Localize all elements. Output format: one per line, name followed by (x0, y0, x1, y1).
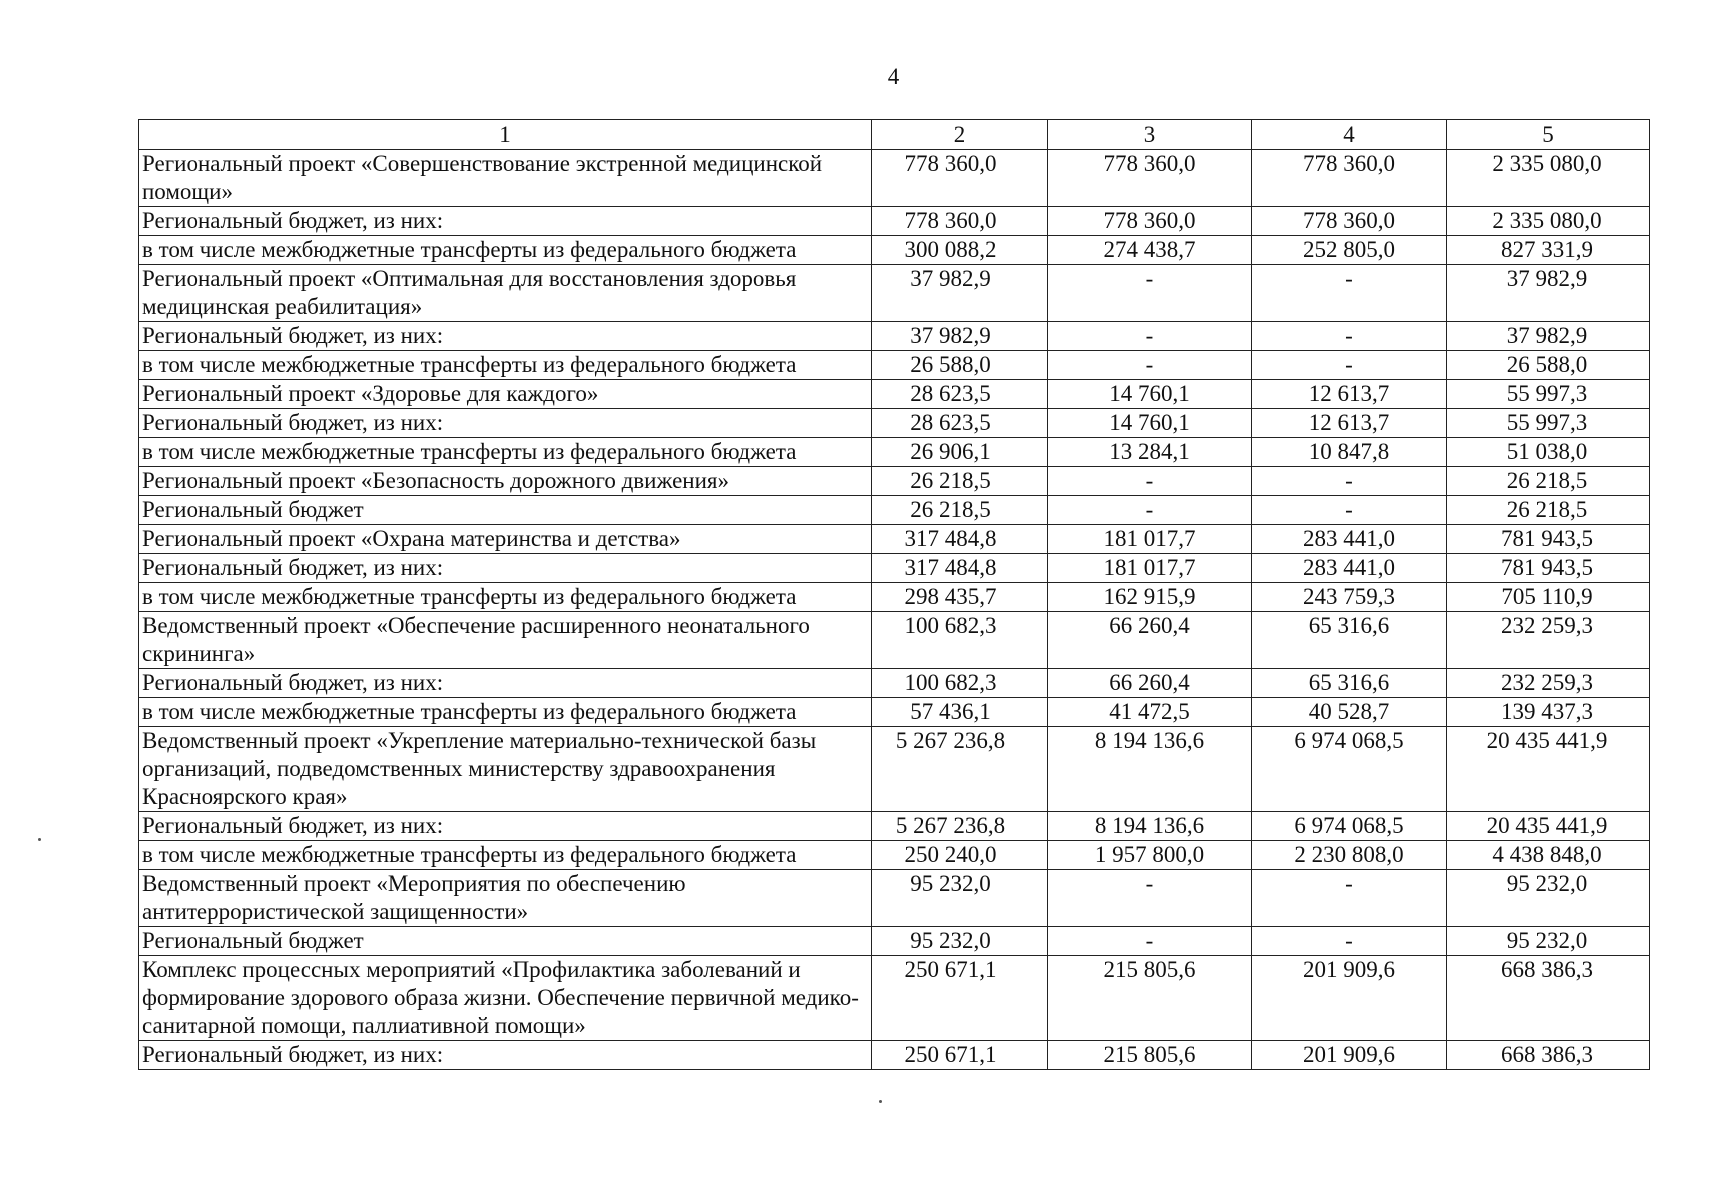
value-cell-col3: - (1048, 322, 1252, 351)
value-cell-col4: 6 974 068,5 (1252, 812, 1447, 841)
row-name-cell: в том числе межбюджетные трансферты из федерального бюджета (139, 841, 872, 870)
header-row (139, 120, 1650, 150)
value-cell-col2: 37 982,9 (872, 322, 1048, 351)
row-name-cell: Региональный бюджет, из них: (139, 322, 872, 351)
value-cell-col2: 250 671,1 (872, 956, 1048, 1041)
value-cell-col3: 1 957 800,0 (1048, 841, 1252, 870)
value-cell-col4: 12 613,7 (1252, 409, 1447, 438)
table-row (139, 409, 1650, 438)
row-name-cell: Ведомственный проект «Мероприятия по обеспечению антитеррористической защищенности» (139, 870, 872, 927)
value-cell-col5: 51 038,0 (1447, 438, 1650, 467)
value-cell-col4: 201 909,6 (1252, 1041, 1447, 1070)
table-row (139, 727, 1650, 812)
value-cell-col5: 2 335 080,0 (1447, 150, 1650, 207)
table-row (139, 207, 1650, 236)
value-cell-col2: 5 267 236,8 (872, 727, 1048, 812)
value-cell-col2: 26 906,1 (872, 438, 1048, 467)
value-cell-col3: 41 472,5 (1048, 698, 1252, 727)
scan-speck (38, 838, 41, 841)
value-cell-col3: 14 760,1 (1048, 380, 1252, 409)
value-cell-col2: 250 671,1 (872, 1041, 1048, 1070)
row-name-cell: Региональный бюджет, из них: (139, 669, 872, 698)
value-cell-col2: 317 484,8 (872, 554, 1048, 583)
value-cell-col3: - (1048, 496, 1252, 525)
table-row (139, 583, 1650, 612)
row-name-cell: Региональный бюджет, из них: (139, 812, 872, 841)
column-header: 1 (139, 120, 872, 150)
row-name-cell: в том числе межбюджетные трансферты из федерального бюджета (139, 698, 872, 727)
value-cell-col2: 95 232,0 (872, 927, 1048, 956)
table-row (139, 150, 1650, 207)
value-cell-col2: 298 435,7 (872, 583, 1048, 612)
value-cell-col4: - (1252, 496, 1447, 525)
value-cell-col3: 66 260,4 (1048, 612, 1252, 669)
row-name-cell: Региональный проект «Охрана материнства и детства» (139, 525, 872, 554)
value-cell-col2: 26 588,0 (872, 351, 1048, 380)
value-cell-col3: - (1048, 351, 1252, 380)
table-row (139, 698, 1650, 727)
value-cell-col3: 778 360,0 (1048, 150, 1252, 207)
value-cell-col5: 26 588,0 (1447, 351, 1650, 380)
value-cell-col5: 2 335 080,0 (1447, 207, 1650, 236)
value-cell-col3: 162 915,9 (1048, 583, 1252, 612)
value-cell-col2: 250 240,0 (872, 841, 1048, 870)
value-cell-col5: 139 437,3 (1447, 698, 1650, 727)
value-cell-col5: 232 259,3 (1447, 612, 1650, 669)
value-cell-col5: 4 438 848,0 (1447, 841, 1650, 870)
value-cell-col5: 55 997,3 (1447, 409, 1650, 438)
table-row (139, 669, 1650, 698)
row-name-cell: в том числе межбюджетные трансферты из федерального бюджета (139, 583, 872, 612)
row-name-cell: Ведомственный проект «Обеспечение расширенного неонатального скрининга» (139, 612, 872, 669)
table-row (139, 351, 1650, 380)
table-row (139, 322, 1650, 351)
column-header: 2 (872, 120, 1048, 150)
table-row (139, 467, 1650, 496)
row-name-cell: Региональный бюджет, из них: (139, 554, 872, 583)
value-cell-col5: 781 943,5 (1447, 525, 1650, 554)
value-cell-col5: 26 218,5 (1447, 467, 1650, 496)
value-cell-col5: 95 232,0 (1447, 927, 1650, 956)
value-cell-col3: 181 017,7 (1048, 525, 1252, 554)
value-cell-col5: 95 232,0 (1447, 870, 1650, 927)
row-name-cell: Региональный бюджет, из них: (139, 1041, 872, 1070)
value-cell-col3: 8 194 136,6 (1048, 812, 1252, 841)
value-cell-col4: 2 230 808,0 (1252, 841, 1447, 870)
value-cell-col4: 201 909,6 (1252, 956, 1447, 1041)
table-row (139, 841, 1650, 870)
value-cell-col5: 55 997,3 (1447, 380, 1650, 409)
value-cell-col5: 232 259,3 (1447, 669, 1650, 698)
table-row (139, 496, 1650, 525)
row-name-cell: Региональный бюджет (139, 496, 872, 525)
row-name-cell: Комплекс процессных мероприятий «Профилактика заболеваний и формирование здорового образа жизни. Обеспечение первичной медико-санитарной помощи, паллиативной помощи» (139, 956, 872, 1041)
value-cell-col2: 778 360,0 (872, 150, 1048, 207)
value-cell-col2: 317 484,8 (872, 525, 1048, 554)
value-cell-col2: 100 682,3 (872, 612, 1048, 669)
table-row (139, 870, 1650, 927)
value-cell-col3: 274 438,7 (1048, 236, 1252, 265)
value-cell-col4: 778 360,0 (1252, 150, 1447, 207)
table-row (139, 525, 1650, 554)
value-cell-col5: 37 982,9 (1447, 265, 1650, 322)
column-header: 4 (1252, 120, 1447, 150)
table-row (139, 927, 1650, 956)
row-name-cell: Региональный проект «Безопасность дорожного движения» (139, 467, 872, 496)
value-cell-col4: 40 528,7 (1252, 698, 1447, 727)
value-cell-col4: - (1252, 265, 1447, 322)
value-cell-col5: 705 110,9 (1447, 583, 1650, 612)
value-cell-col2: 26 218,5 (872, 496, 1048, 525)
table-row (139, 438, 1650, 467)
value-cell-col4: - (1252, 322, 1447, 351)
row-name-cell: в том числе межбюджетные трансферты из федерального бюджета (139, 351, 872, 380)
value-cell-col3: 181 017,7 (1048, 554, 1252, 583)
row-name-cell: в том числе межбюджетные трансферты из федерального бюджета (139, 438, 872, 467)
value-cell-col4: 6 974 068,5 (1252, 727, 1447, 812)
row-name-cell: Региональный проект «Оптимальная для восстановления здоровья медицинская реабилитация» (139, 265, 872, 322)
row-name-cell: Региональный проект «Здоровье для каждого» (139, 380, 872, 409)
table-row (139, 812, 1650, 841)
value-cell-col2: 37 982,9 (872, 265, 1048, 322)
value-cell-col4: 252 805,0 (1252, 236, 1447, 265)
value-cell-col2: 778 360,0 (872, 207, 1048, 236)
budget-table (138, 119, 1650, 1070)
value-cell-col5: 668 386,3 (1447, 1041, 1650, 1070)
value-cell-col2: 57 436,1 (872, 698, 1048, 727)
value-cell-col3: - (1048, 265, 1252, 322)
table-row (139, 612, 1650, 669)
value-cell-col2: 100 682,3 (872, 669, 1048, 698)
row-name-cell: Региональный проект «Совершенствование экстренной медицинской помощи» (139, 150, 872, 207)
row-name-cell: в том числе межбюджетные трансферты из федерального бюджета (139, 236, 872, 265)
row-name-cell: Региональный бюджет, из них: (139, 207, 872, 236)
value-cell-col2: 28 623,5 (872, 409, 1048, 438)
value-cell-col3: 778 360,0 (1048, 207, 1252, 236)
value-cell-col5: 781 943,5 (1447, 554, 1650, 583)
table-row (139, 956, 1650, 1041)
value-cell-col5: 26 218,5 (1447, 496, 1650, 525)
table-row (139, 1041, 1650, 1070)
row-name-cell: Региональный бюджет (139, 927, 872, 956)
value-cell-col4: - (1252, 351, 1447, 380)
value-cell-col3: 215 805,6 (1048, 956, 1252, 1041)
scan-speck (879, 1100, 882, 1103)
value-cell-col4: - (1252, 927, 1447, 956)
value-cell-col3: - (1048, 467, 1252, 496)
value-cell-col5: 668 386,3 (1447, 956, 1650, 1041)
value-cell-col4: 10 847,8 (1252, 438, 1447, 467)
value-cell-col4: 283 441,0 (1252, 525, 1447, 554)
table-row (139, 380, 1650, 409)
value-cell-col3: - (1048, 870, 1252, 927)
value-cell-col4: 65 316,6 (1252, 669, 1447, 698)
table-row (139, 236, 1650, 265)
value-cell-col4: 65 316,6 (1252, 612, 1447, 669)
column-header: 3 (1048, 120, 1252, 150)
column-header: 5 (1447, 120, 1650, 150)
table-row (139, 265, 1650, 322)
value-cell-col3: 8 194 136,6 (1048, 727, 1252, 812)
value-cell-col2: 5 267 236,8 (872, 812, 1048, 841)
value-cell-col3: 13 284,1 (1048, 438, 1252, 467)
value-cell-col5: 20 435 441,9 (1447, 727, 1650, 812)
value-cell-col2: 95 232,0 (872, 870, 1048, 927)
value-cell-col5: 37 982,9 (1447, 322, 1650, 351)
row-name-cell: Ведомственный проект «Укрепление материально-технической базы организаций, подведомственных министерству здравоохранения Красноярского края» (139, 727, 872, 812)
value-cell-col3: 66 260,4 (1048, 669, 1252, 698)
value-cell-col4: 283 441,0 (1252, 554, 1447, 583)
value-cell-col4: 12 613,7 (1252, 380, 1447, 409)
value-cell-col2: 26 218,5 (872, 467, 1048, 496)
page-number: 4 (887, 64, 900, 89)
value-cell-col3: - (1048, 927, 1252, 956)
value-cell-col2: 28 623,5 (872, 380, 1048, 409)
value-cell-col5: 827 331,9 (1447, 236, 1650, 265)
value-cell-col3: 215 805,6 (1048, 1041, 1252, 1070)
value-cell-col2: 300 088,2 (872, 236, 1048, 265)
value-cell-col4: 778 360,0 (1252, 207, 1447, 236)
value-cell-col5: 20 435 441,9 (1447, 812, 1650, 841)
value-cell-col4: - (1252, 467, 1447, 496)
value-cell-col4: - (1252, 870, 1447, 927)
row-name-cell: Региональный бюджет, из них: (139, 409, 872, 438)
value-cell-col4: 243 759,3 (1252, 583, 1447, 612)
value-cell-col3: 14 760,1 (1048, 409, 1252, 438)
table-row (139, 554, 1650, 583)
